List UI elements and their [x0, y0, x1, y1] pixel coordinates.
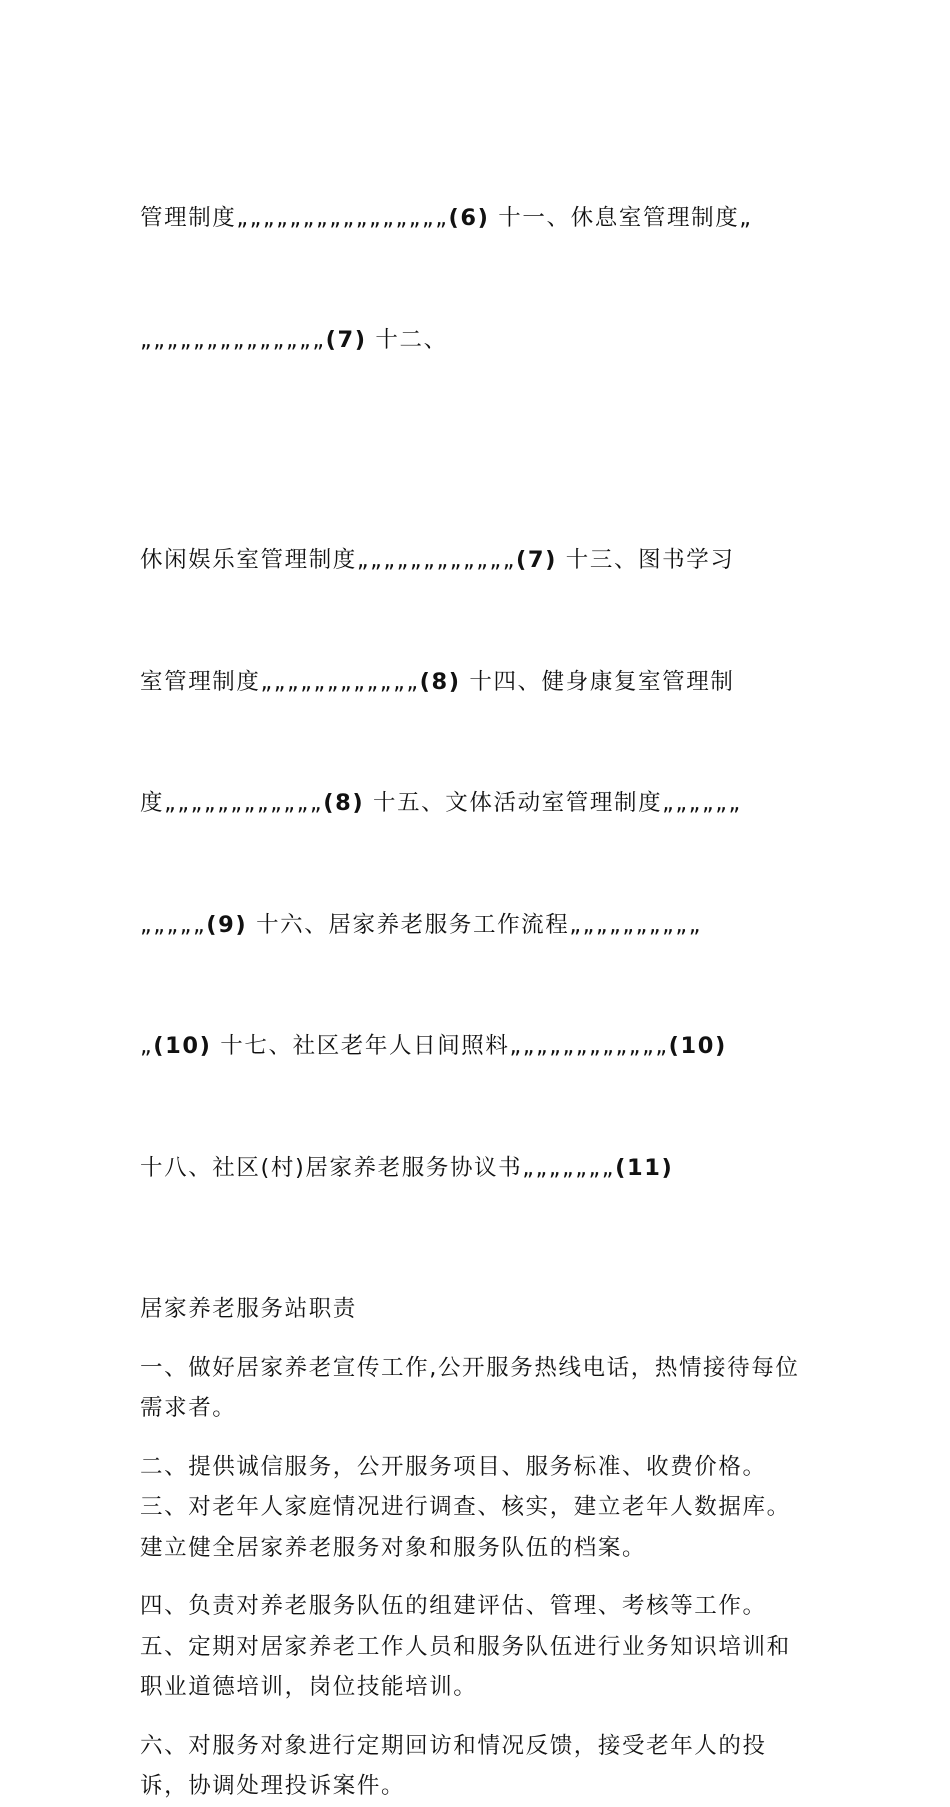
toc-page-number: (8) [419, 668, 461, 695]
toc-text: 度„„„„„„„„„„„„ [140, 790, 324, 816]
duty-paragraph: 一、做好居家养老宣传工作,公开服务热线电话，热情接待每位需求者。 [140, 1354, 800, 1421]
toc-line [140, 320, 808, 361]
toc-line [140, 1148, 808, 1189]
toc-page-number: (9) [206, 911, 248, 938]
toc-text: 休闲娱乐室管理制度„„„„„„„„„„„„ [140, 547, 516, 573]
toc-text: 十四、健身康复室管理制 [460, 668, 735, 695]
toc-text: 十一、休息室管理制度„ [489, 205, 753, 231]
toc-page-number: (6) [448, 205, 490, 231]
toc-line [140, 662, 808, 703]
duty-paragraph: 四、负责对养老服务队伍的组建评估、管理、考核等工作。 五、定期对居家养老工作人员和服务队伍进行业务知识培训和职业道德培训，岗位技能培训。 [140, 1593, 791, 1700]
toc-text: „ [140, 1033, 154, 1059]
toc-text: 十三、图书学习 [557, 547, 735, 573]
toc-page-number: (10) [668, 1033, 727, 1059]
toc-page-number: (7) [325, 326, 367, 353]
toc-page-number: (10) [153, 1033, 212, 1059]
toc-text: 十八、社区(村)居家养老服务协议书„„„„„„„ [140, 1154, 616, 1181]
toc-text: 室管理制度„„„„„„„„„„„„ [140, 668, 420, 695]
toc-page-number: (11) [615, 1154, 674, 1181]
section-title: 居家养老服务站职责 [140, 1296, 357, 1322]
toc-text: „„„„„„„„„„„„„„ [140, 326, 326, 353]
toc-line [140, 1026, 808, 1067]
toc-block-2 [140, 459, 808, 1269]
duty-paragraph: 六、对服务对象进行定期回访和情况反馈，接受老年人的投诉，协调处理投诉案件。 [140, 1732, 767, 1799]
toc-text: 十七、社区老年人日间照料„„„„„„„„„„„„ [211, 1033, 669, 1059]
toc-page-number: (8) [323, 790, 365, 816]
toc-text: 十二、 [366, 326, 448, 353]
toc-text: 管理制度„„„„„„„„„„„„„„„„ [140, 205, 449, 231]
toc-text: 十五、文体活动室管理制度„„„„„„ [364, 790, 742, 816]
toc-page-number: (7) [515, 547, 558, 573]
toc-line [140, 540, 808, 581]
duty-paragraph: 二、提供诚信服务，公开服务项目、服务标准、收费价格。 三、对老年人家庭情况进行调查、核实，建立老年人数据库。建立健全居家养老服务对象和服务队伍的档案。 [140, 1453, 791, 1561]
toc-line [140, 783, 808, 824]
toc-text: 十六、居家养老服务工作流程„„„„„„„„„„ [247, 911, 702, 938]
toc-line [140, 905, 808, 946]
toc-block-1 [140, 117, 808, 441]
toc-text: „„„„„ [140, 911, 207, 938]
document-page [140, 117, 808, 1807]
toc-line [140, 198, 808, 239]
